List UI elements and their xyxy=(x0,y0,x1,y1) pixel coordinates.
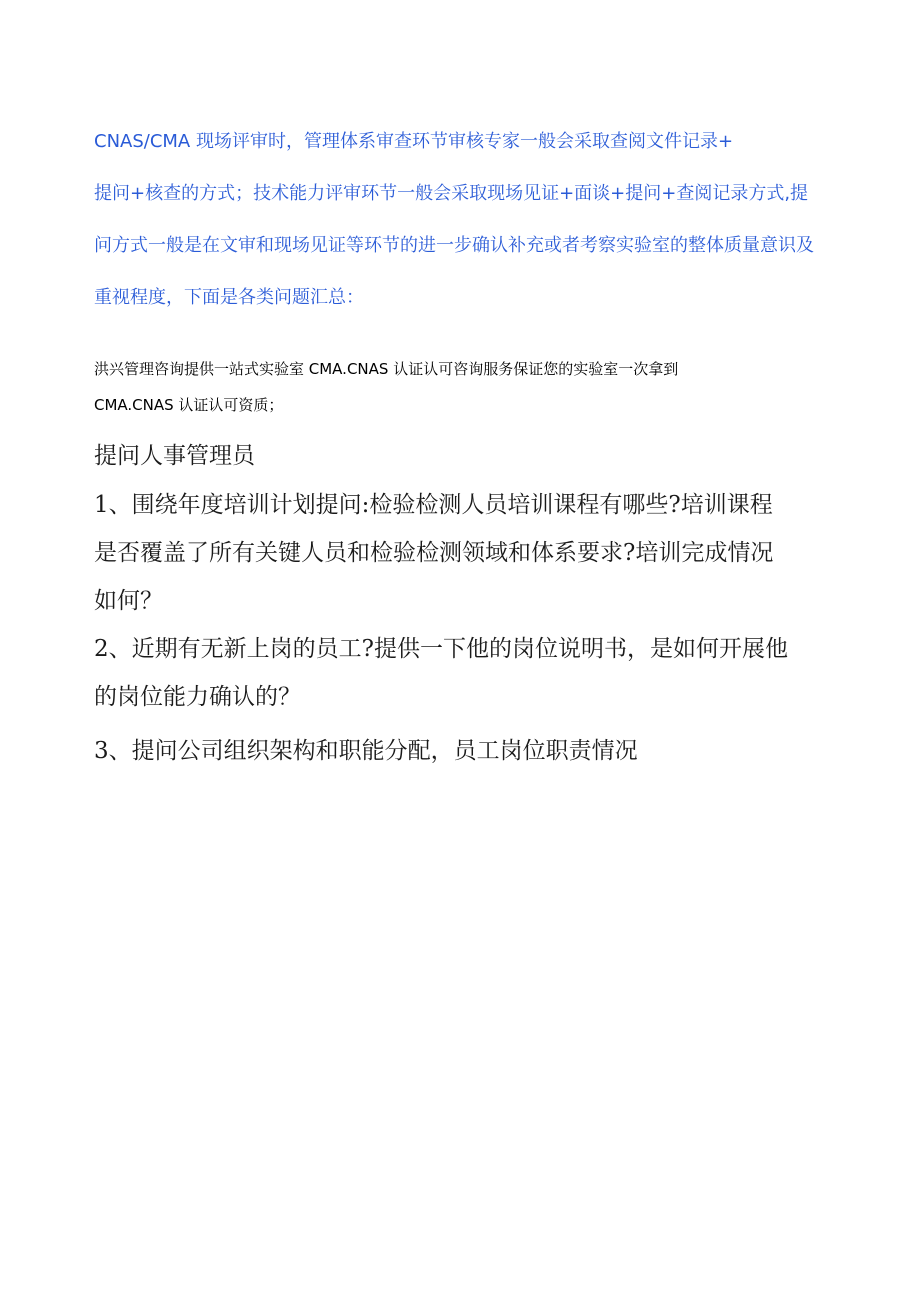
promo-paragraph xyxy=(94,352,854,424)
question-line: 是否覆盖了所有关键人员和检验检测领域和体系要求?培训完成情况 xyxy=(94,540,774,566)
question-item-1 xyxy=(94,482,854,626)
intro-paragraph xyxy=(94,118,854,326)
question-item-3 xyxy=(94,728,854,776)
promo-line: 洪兴管理咨询提供一站式实验室 CMA.CNAS 认证认可咨询服务保证您的实验室一次拿到 xyxy=(94,360,679,378)
question-line: 1、围绕年度培训计划提问:检验检测人员培训课程有哪些?培训课程 xyxy=(94,492,773,518)
question-item-2 xyxy=(94,626,854,722)
question-section xyxy=(94,432,854,776)
promo-line: CMA.CNAS 认证认可资质； xyxy=(94,396,284,414)
question-line: 3、提问公司组织架构和职能分配，员工岗位职责情况 xyxy=(94,738,638,764)
question-line: 的岗位能力确认的？ xyxy=(94,684,301,710)
question-line: 如何？ xyxy=(94,588,163,614)
intro-line: 问方式一般是在文审和现场见证等环节的进一步确认补充或者考察实验室的整体质量意识及 xyxy=(94,235,814,256)
intro-line: 提问+核查的方式；技术能力评审环节一般会采取现场见证+面谈+提问+查阅记录方式,提 xyxy=(94,183,809,204)
intro-line: 重视程度，下面是各类问题汇总： xyxy=(94,287,364,308)
section-heading: 提问人事管理员 xyxy=(94,443,255,469)
intro-line: CNAS/CMA 现场评审时，管理体系审查环节审核专家一般会采取查阅文件记录+ xyxy=(94,131,734,152)
question-line: 2、近期有无新上岗的员工?提供一下他的岗位说明书，是如何开展他 xyxy=(94,636,788,662)
